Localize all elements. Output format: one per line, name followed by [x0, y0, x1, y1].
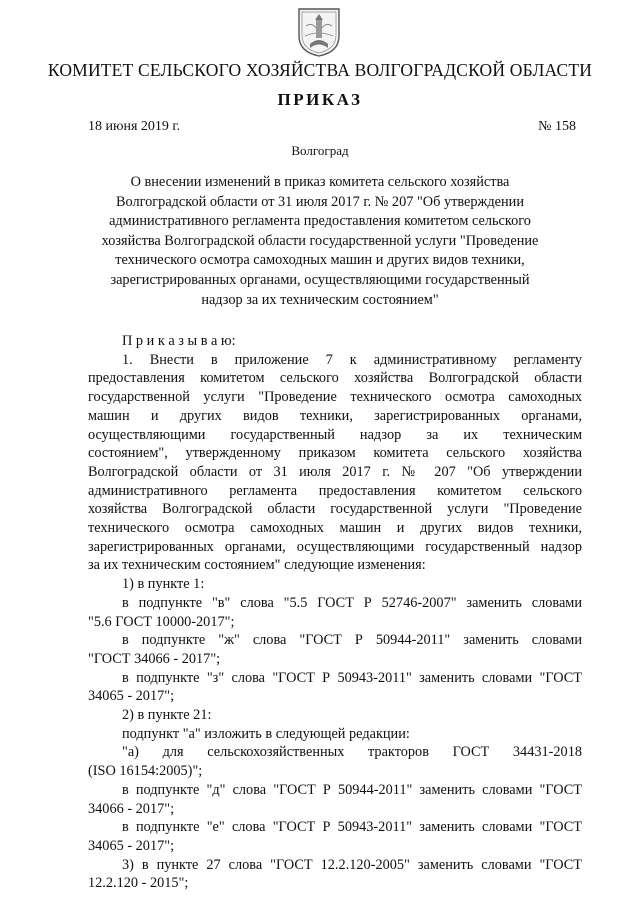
body-line: 3) в пункте 27 слова "ГОСТ 12.2.120-2005" заменить словами "ГОСТ [122, 856, 582, 873]
body-line: 1) в пункте 1: [122, 576, 205, 593]
title-line: зарегистрированных органами, осуществляющими государственный [110, 271, 530, 288]
body-line: в подпункте "ж" слова "ГОСТ Р 50944-2011" заменить словами [122, 632, 582, 649]
body-line: "ГОСТ 34066 - 2017"; [88, 650, 221, 667]
body-line: состоянием", утвержденному приказом комитета сельского хозяйства [88, 445, 582, 462]
body-line: хозяйства Волгоградской области государственной услуги "Проведение [88, 501, 582, 518]
organization-name: КОМИТЕТ СЕЛЬСКОГО ХОЗЯЙСТВА ВОЛГОГРАДСКОЙ ОБЛАСТИ [47, 60, 593, 80]
body-line: "а) для сельскохозяйственных тракторов ГОСТ 34431-2018 [122, 744, 582, 761]
body-line: Волгоградской области от 31 июля 2017 г. № 207 "Об утверждении [88, 463, 582, 480]
body-line: 34065 - 2017"; [88, 688, 175, 705]
body-line: 34065 - 2017"; [88, 837, 175, 854]
body-line: в подпункте "е" слова "ГОСТ Р 50943-2011" заменить словами "ГОСТ [122, 819, 582, 836]
title-line: О внесении изменений в приказ комитета сельского хозяйства [130, 174, 510, 190]
body-line: "5.6 ГОСТ 10000-2017"; [88, 613, 235, 630]
title-line: административного регламента предоставления комитетом сельского [109, 213, 531, 230]
body-line: 34066 - 2017"; [88, 800, 175, 817]
document-city: Волгоград [291, 143, 349, 158]
body-line: в подпункте "д" слова "ГОСТ Р 50944-2011" заменить словами "ГОСТ [122, 781, 582, 798]
body-line: за их техническим состоянием" следующие изменения: [88, 557, 426, 574]
coat-of-arms-icon [296, 6, 342, 58]
document-title [80, 173, 560, 310]
document-number: № 158 [538, 119, 576, 134]
body-line: зарегистрированных органами, осуществляющими государственный надзор [88, 538, 582, 555]
document-body [88, 332, 582, 893]
title-line: Волгоградской области от 31 июля 2017 г. № 207 "Об утверждении [116, 193, 524, 210]
body-line: технического осмотра самоходных машин и других видов техники, [88, 520, 582, 537]
body-line: машин и других видов техники, зарегистрированных органами, [88, 407, 582, 424]
body-line: в подпункте "в" слова "5.5 ГОСТ Р 52746-2007" заменить словами [122, 594, 582, 611]
body-line: подпункт "а" изложить в следующей редакции: [122, 725, 410, 742]
body-line: 2) в пункте 21: [122, 707, 212, 724]
title-line: технического осмотра самоходных машин и других видов техники, [115, 252, 525, 269]
body-line: П р и к а з ы в а ю: [122, 333, 236, 349]
title-line: надзор за их техническим состоянием" [201, 291, 439, 308]
body-line: государственной услуги "Проведение технического осмотра самоходных [88, 389, 582, 406]
body-line: предоставления комитетом сельского хозяйства Волгоградской области [88, 370, 582, 387]
body-line: осуществляющими государственный надзор за их техническим [88, 426, 582, 443]
body-line: 1. Внести в приложение 7 к административному регламенту [122, 351, 582, 368]
title-line: хозяйства Волгоградской области государственной услуги "Проведение [101, 232, 539, 249]
body-line: административного регламента предоставления комитетом сельского [88, 482, 582, 499]
body-line: в подпункте "з" слова "ГОСТ Р 50943-2011" заменить словами "ГОСТ [122, 669, 582, 686]
body-line: 12.2.120 - 2015"; [88, 875, 189, 892]
document-date: 18 июня 2019 г. [88, 119, 181, 134]
document-type-heading: ПРИКАЗ [277, 90, 363, 109]
body-line: (ISO 16154:2005)"; [88, 763, 203, 780]
